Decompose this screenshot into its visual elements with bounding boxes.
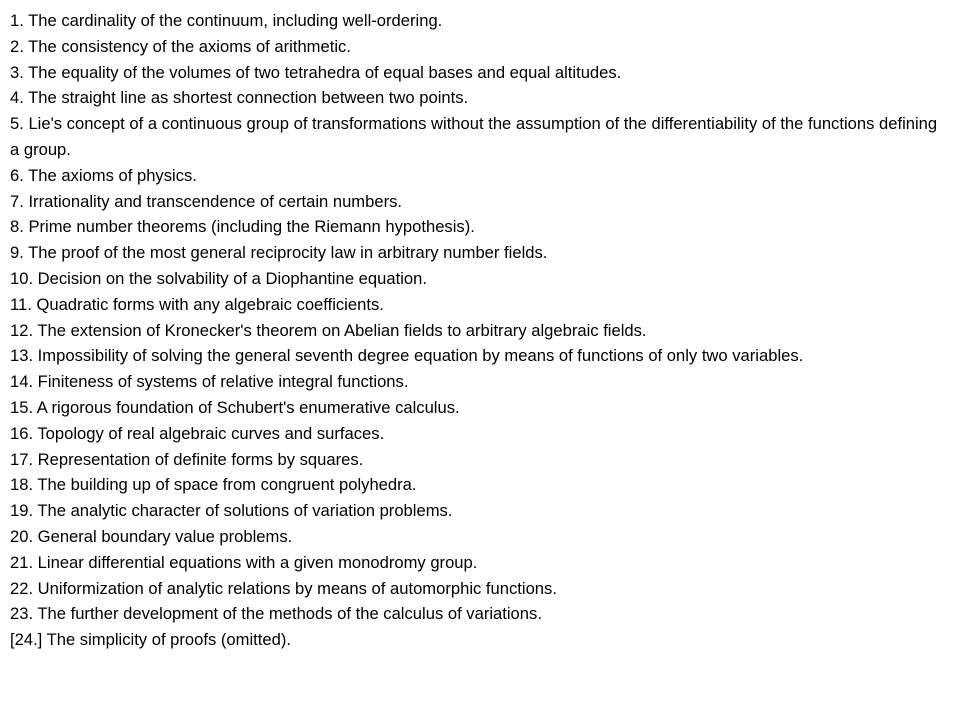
- problem-item-9: 9. The proof of the most general reciprocity law in arbitrary number fields.: [10, 243, 548, 263]
- problem-item-16: 16. Topology of real algebraic curves and surfaces.: [10, 423, 385, 443]
- problem-item-19: 19. The analytic character of solutions of variation problems.: [10, 501, 453, 521]
- document-page: [10, 8, 945, 653]
- problem-item-6: 6. The axioms of physics.: [10, 165, 197, 185]
- problem-item-11: 11. Quadratic forms with any algebraic coefficients.: [10, 294, 384, 314]
- problem-item-7: 7. Irrationality and transcendence of certain numbers.: [10, 191, 403, 211]
- problem-item-15: 15. A rigorous foundation of Schubert's enumerative calculus.: [10, 397, 460, 417]
- problem-item-8: 8. Prime number theorems (including the Riemann hypothesis).: [10, 217, 475, 237]
- problem-item-22: 22. Uniformization of analytic relations by means of automorphic functions.: [10, 578, 557, 598]
- problem-item-4: 4. The straight line as shortest connection between two points.: [10, 88, 469, 108]
- problem-item-10: 10. Decision on the solvability of a Diophantine equation.: [10, 268, 427, 288]
- problem-item-2: 2. The consistency of the axioms of arithmetic.: [10, 36, 351, 56]
- problem-item-24: [24.] The simplicity of proofs (omitted).: [10, 630, 291, 650]
- problem-item-17: 17. Representation of definite forms by squares.: [10, 449, 364, 469]
- problem-item-1: 1. The cardinality of the continuum, including well-ordering.: [10, 11, 443, 30]
- problem-list: [10, 8, 945, 653]
- problem-item-18: 18. The building up of space from congruent polyhedra.: [10, 475, 417, 495]
- problem-item-14: 14. Finiteness of systems of relative integral functions.: [10, 372, 409, 392]
- problem-item-23: 23. The further development of the methods of the calculus of variations.: [10, 604, 542, 624]
- problem-item-21: 21. Linear differential equations with a given monodromy group.: [10, 552, 478, 572]
- problem-item-20: 20. General boundary value problems.: [10, 526, 293, 546]
- problem-item-3: 3. The equality of the volumes of two tetrahedra of equal bases and equal altitudes.: [10, 62, 622, 82]
- problem-item-5: 5. Lie's concept of a continuous group of transformations without the assumption of the differentiability of the functions defining a group.: [10, 114, 938, 159]
- problem-item-13: 13. Impossibility of solving the general seventh degree equation by means of functions of only two variables.: [10, 346, 804, 366]
- problem-item-12: 12. The extension of Kronecker's theorem on Abelian fields to arbitrary algebraic fields.: [10, 320, 647, 340]
